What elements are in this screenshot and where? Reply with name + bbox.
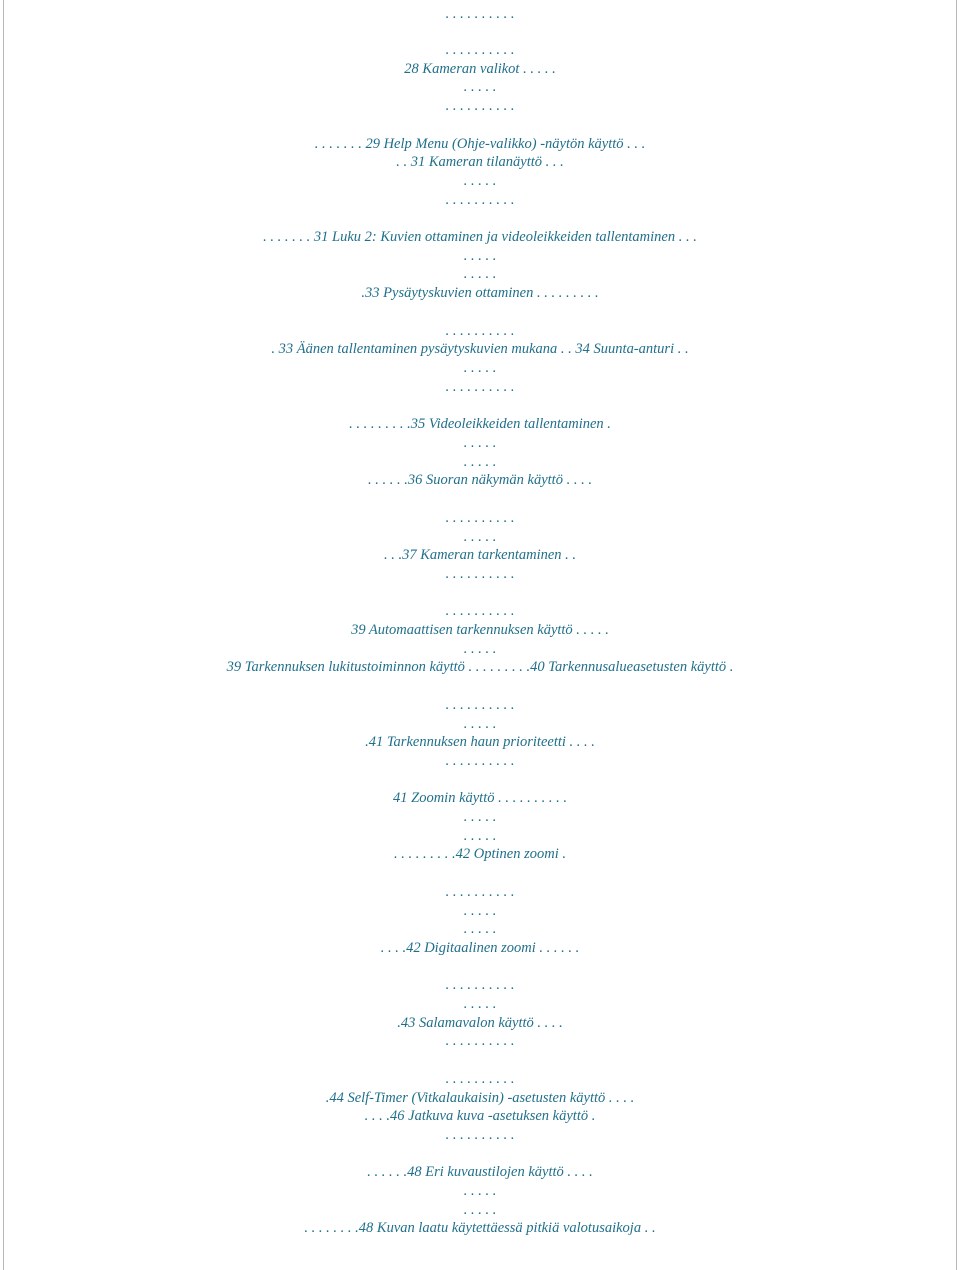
toc-line: . . . . . — [463, 266, 497, 282]
toc-line: . . . . . . . . . . — [445, 323, 515, 339]
toc-line: . . . . . . . .48 Kuvan laatu käytettäessä pitkiä valotusaikoja . . — [304, 1220, 656, 1236]
toc-line: . . . . . . . . . . — [445, 6, 515, 22]
toc-line: . . . . . . . . . . — [445, 1033, 515, 1049]
toc-line: . . . . . . . . . . — [445, 379, 515, 395]
toc-line: . . . . . — [463, 903, 497, 919]
toc-line: . . . . . . . . . . — [445, 977, 515, 993]
toc-line: . . . . . . . . . . — [445, 1127, 515, 1143]
toc-line: . . . . . . . . . . — [445, 566, 515, 582]
toc-line: . . . . . . . . . . — [445, 98, 515, 114]
toc-line: . . 31 Kameran tilanäyttö . . . — [396, 154, 564, 170]
toc-line: . . . . . . . . . . — [445, 1071, 515, 1087]
toc-line: . . . . . — [463, 641, 497, 657]
toc-line: . . . . . . . 29 Help Menu (Ohje-valikko) -näytön käyttö . . . — [314, 136, 646, 152]
toc-line: 39 Tarkennuksen lukitustoiminnon käyttö . . . . . . . . .40 Tarkennusalueasetusten käyttö . — [226, 659, 734, 675]
toc-line: . . . . . — [463, 716, 497, 732]
toc-line: . . . . . . . 31 Luku 2: Kuvien ottaminen ja videoleikkeiden tallentaminen . . . — [263, 229, 697, 245]
toc-line: .41 Tarkennuksen haun prioriteetti . . . . — [365, 734, 595, 750]
toc-line: . 33 Äänen tallentaminen pysäytyskuvien mukana . . 34 Suunta-anturi . . — [271, 341, 689, 357]
toc-line: . . . . . . . . .35 Videoleikkeiden tallentaminen . — [349, 416, 611, 432]
toc-line: . . . . . — [463, 1183, 497, 1199]
toc-line: 28 Kameran valikot . . . . . — [404, 61, 556, 77]
toc-line: .33 Pysäytyskuvien ottaminen . . . . . . . . . — [361, 285, 599, 301]
toc-line: . . . . . — [463, 529, 497, 545]
toc-line: . . .37 Kameran tarkentaminen . . — [383, 547, 577, 563]
toc-line: . . . . . — [463, 79, 497, 95]
toc-line: 39 Automaattisen tarkennuksen käyttö . . . . . — [351, 622, 609, 638]
toc-line: . . . . . — [463, 248, 497, 264]
toc-line: . . . . . . . . . . — [445, 192, 515, 208]
toc-line: . . . . . . . . . . — [445, 603, 515, 619]
toc-line: . . . . . — [463, 435, 497, 451]
toc-line: .43 Salamavalon käyttö . . . . — [397, 1015, 563, 1031]
toc-line: . . . . . — [463, 173, 497, 189]
toc-line: . . . . . — [463, 921, 497, 937]
toc-line: . . . . . . . . . . — [445, 884, 515, 900]
toc-line: . . . . . . . . . . — [445, 753, 515, 769]
toc-line: . . . . . — [463, 809, 497, 825]
toc-line: .44 Self-Timer (Vitkalaukaisin) -asetusten käyttö . . . . — [325, 1090, 635, 1106]
toc-line: . . . . . — [463, 360, 497, 376]
toc-line: . . . . . .36 Suoran näkymän käyttö . . . . — [368, 472, 592, 488]
toc-line: . . . .42 Digitaalinen zoomi . . . . . . — [380, 940, 580, 956]
toc-line: . . . . . . . . .42 Optinen zoomi . — [394, 846, 566, 862]
toc-line: . . . . . . . . . . — [445, 697, 515, 713]
toc-line: . . . .46 Jatkuva kuva -asetuksen käyttö . — [364, 1108, 596, 1124]
toc-line: . . . . . .48 Eri kuvaustilojen käyttö . . . . — [367, 1164, 593, 1180]
toc-line: . . . . . — [463, 828, 497, 844]
toc-line: . . . . . — [463, 454, 497, 470]
toc-line: . . . . . — [463, 996, 497, 1012]
toc-line: . . . . . — [463, 1202, 497, 1218]
toc-line: 41 Zoomin käyttö . . . . . . . . . . — [393, 790, 567, 806]
toc-line: . . . . . . . . . . — [445, 510, 515, 526]
toc-line: . . . . . . . . . . — [445, 42, 515, 58]
